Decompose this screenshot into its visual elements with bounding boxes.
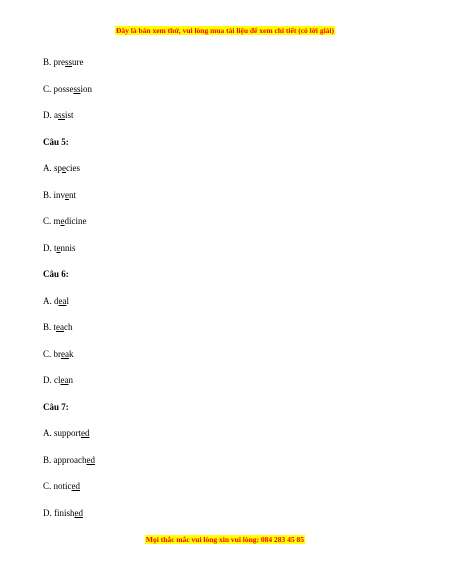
- option-text: C. br: [43, 348, 61, 359]
- question-number: Câu 7:: [43, 401, 69, 412]
- question-heading: [43, 267, 423, 294]
- answer-option: [43, 161, 423, 188]
- option-text-rest: n: [68, 375, 73, 385]
- underlined-sound: e: [56, 242, 61, 253]
- option-text: C. notic: [43, 481, 72, 491]
- option-text: B. inv: [43, 189, 66, 200]
- option-text-rest: cies: [66, 163, 81, 173]
- question-heading: [43, 400, 423, 427]
- underlined-sound: e: [60, 216, 65, 226]
- underlined-sound: e: [65, 189, 70, 200]
- underlined-sound: ss: [58, 110, 66, 120]
- answer-option: [43, 453, 423, 480]
- option-text: C. posse: [43, 83, 74, 94]
- underlined-sound: e: [62, 163, 67, 173]
- option-text-rest: dicine: [64, 216, 87, 226]
- question-heading: [43, 135, 423, 162]
- preview-notice-text: Đây là bản xem thử, vui lòng mua tài liệu để xem chi tiết (có lời giải): [115, 26, 335, 35]
- option-text: B. approach: [43, 454, 87, 465]
- option-text: D. t: [43, 242, 57, 253]
- underlined-sound: ss: [73, 83, 81, 94]
- question-number: Câu 6:: [43, 269, 69, 279]
- underlined-sound: ss: [65, 57, 73, 67]
- underlined-sound: ea: [60, 375, 69, 385]
- answer-option: [43, 320, 423, 347]
- option-text: B. pre: [43, 57, 65, 67]
- option-text-rest: l: [66, 295, 70, 306]
- answer-option: [43, 479, 423, 506]
- underlined-sound: ed: [81, 428, 90, 438]
- option-text: A. support: [43, 428, 81, 438]
- option-text: D. finish: [43, 507, 75, 518]
- underlined-sound: ed: [74, 507, 83, 518]
- option-text: D. a: [43, 110, 58, 120]
- underlined-sound: ea: [56, 322, 65, 332]
- option-text: C. m: [43, 216, 61, 226]
- underlined-sound: ed: [71, 481, 80, 491]
- option-text-rest: nt: [69, 189, 77, 200]
- option-text: A. sp: [43, 163, 63, 173]
- answer-option: [43, 294, 423, 321]
- option-text: A. d: [43, 295, 59, 306]
- answer-option: [43, 426, 423, 453]
- option-text-rest: k: [69, 348, 74, 359]
- question-content: [43, 55, 423, 532]
- underlined-sound: ed: [86, 454, 95, 465]
- preview-notice-banner: [0, 26, 450, 36]
- answer-option: [43, 214, 423, 241]
- option-text-rest: ch: [64, 322, 73, 332]
- contact-notice-banner: [0, 535, 450, 545]
- option-text: B. t: [43, 322, 57, 332]
- option-text-rest: ist: [65, 110, 74, 120]
- option-text: D. cl: [43, 375, 61, 385]
- answer-option: [43, 188, 423, 215]
- answer-option: [43, 347, 423, 374]
- question-number: Câu 5:: [43, 136, 69, 147]
- underlined-sound: ea: [61, 348, 69, 359]
- answer-option: [43, 108, 423, 135]
- answer-option: [43, 373, 423, 400]
- option-text-rest: ure: [72, 57, 84, 67]
- answer-option: [43, 82, 423, 109]
- underlined-sound: ea: [58, 295, 67, 306]
- answer-option: [43, 506, 423, 533]
- option-text-rest: nnis: [60, 242, 76, 253]
- contact-notice-text: Mọi thắc mắc vui lòng xin vui lòng: 084 283 45 85: [145, 535, 305, 544]
- answer-option: [43, 55, 423, 82]
- option-text-rest: ion: [80, 83, 93, 94]
- answer-option: [43, 241, 423, 268]
